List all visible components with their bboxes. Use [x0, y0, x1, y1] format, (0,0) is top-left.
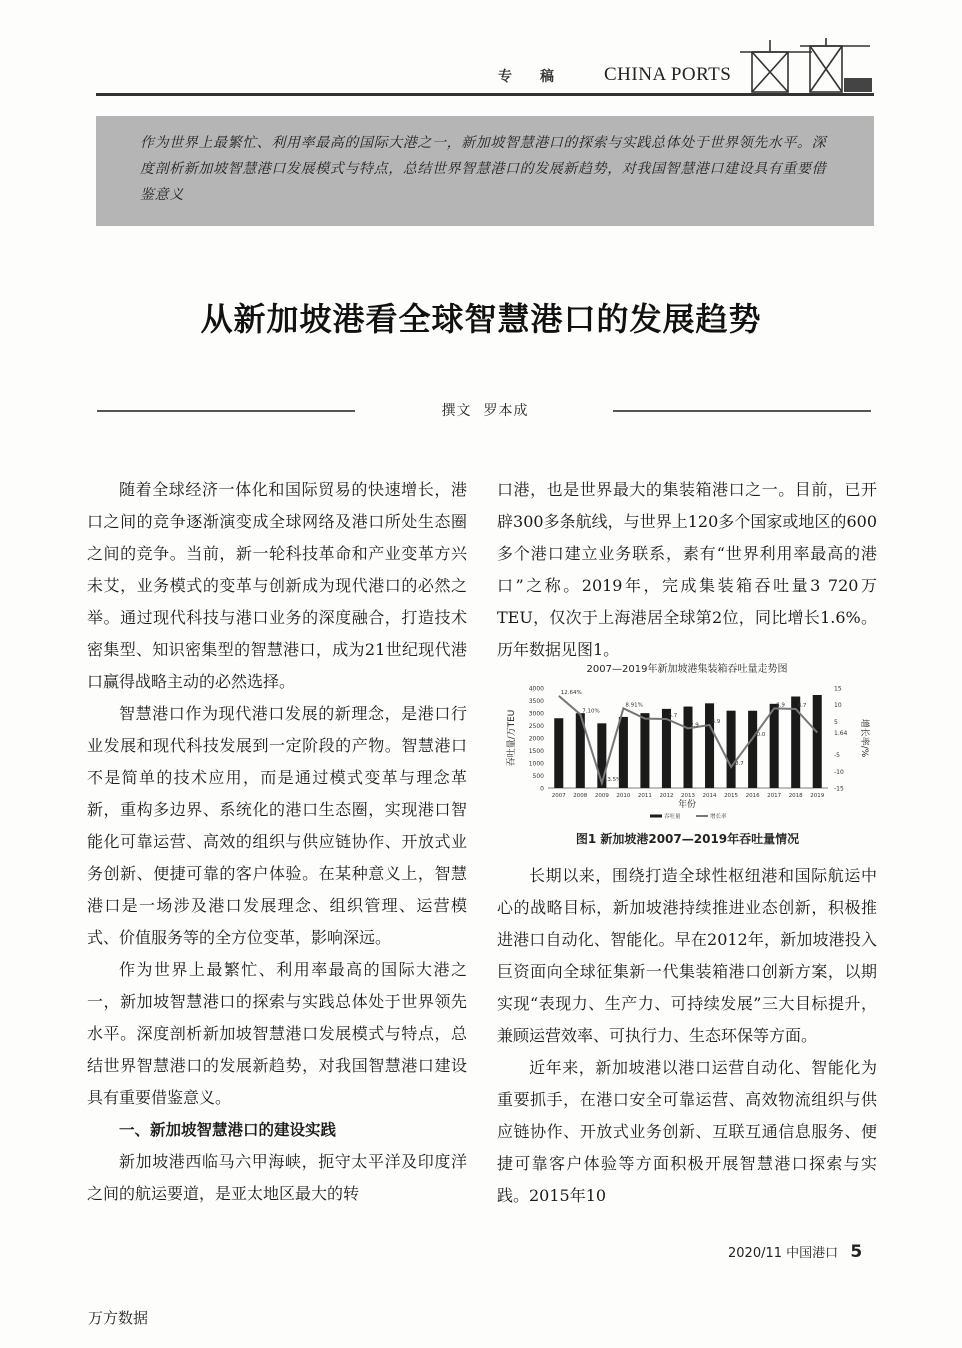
byline-author: 罗本成	[483, 403, 529, 419]
watermark: 万方数据	[88, 1309, 149, 1327]
x-tick-label: 2013	[681, 793, 695, 799]
bar	[683, 707, 692, 788]
section-heading: 一、新加坡智慧港口的建设实践	[119, 1121, 337, 1139]
paragraph: 智慧港口作为现代港口发展的新理念，是港口行业发展和现代科技发展到一定阶段的产物。智慧港口不是简单的技术应用，而是通过模式变革与理念革新，重构多边界、系统化的港口生态圈，实现港口智能化可靠运营、高效的组织与供应链协作、开放式业务创新、便捷可靠的客户体验。在某种意义上，智慧港口是一场涉及港口发展理念、组织管理、运营模式、价值服务等的全方位变革，影响深远。	[87, 704, 467, 947]
y-tick-label: 3000	[528, 710, 544, 718]
bar	[727, 711, 736, 788]
x-tick-label: 2016	[745, 793, 760, 799]
page-number: 5	[850, 1242, 863, 1262]
y-axis-label: 吞吐量/万TEU	[507, 709, 517, 767]
x-tick-label: 2014	[702, 793, 717, 799]
data-label: 5.7	[668, 713, 678, 719]
abstract-box	[96, 116, 874, 226]
data-label: 3.9	[711, 719, 721, 725]
x-tick-label: 2015	[724, 793, 739, 799]
x-tick-label: 2007	[551, 793, 566, 799]
paragraph: 新加坡港西临马六甲海峡，扼守太平洋及印度洋之间的航运要道，是亚太地区最大的转	[87, 1152, 467, 1203]
y2-tick-label: -5	[834, 752, 840, 760]
x-tick-label: 2008	[573, 793, 588, 799]
y2-tick-label: 5	[834, 718, 838, 726]
y-tick-label: 0	[540, 785, 544, 793]
right-column-top	[497, 474, 877, 666]
footer-magazine: 中国港口	[786, 1246, 839, 1261]
data-label: 2.9	[690, 722, 699, 729]
y-tick-label: 3500	[528, 698, 544, 705]
paragraph: 近年来，新加坡港以港口运营自动化、智能化为重要抓手，在港口安全可靠运营、高效物流组织与供应链协作、开放式业务创新、互联互通信息服务、便捷可靠客户体验等方面积极开展智慧港口探索与实践。2015年10	[497, 1058, 877, 1205]
bar	[748, 711, 757, 788]
bar	[770, 704, 779, 788]
x-tick-label: 2011	[637, 793, 652, 799]
page-footer	[728, 1242, 862, 1262]
y2-tick-label: 10	[834, 702, 842, 710]
x-tick-label: 2009	[594, 793, 609, 799]
paragraph: 长期以来，围绕打造全球性枢纽港和国际航运中心的战略目标，新加坡港持续推进业态创新，积极推进港口自动化、智能化。早在2012年，新加坡港投入巨资面向全球征集新一代集装箱港口创新方案，以期实现“表现力、生产力、可持续发展”三大目标提升，兼顾运营效率、可执行力、生态环保等方面。	[497, 866, 877, 1045]
paragraph: 随着全球经济一体化和国际贸易的快速增长，港口之间的竞争逐渐演变成全球网络及港口所处生态圈之间的竞争。当前，新一轮科技革命和产业变革方兴未艾，业务模式的变革与创新成为现代港口的必然之举。通过现代科技与港口业务的深度融合，打造技术密集型、知识密集型的智慧港口，成为21世纪现代港口赢得战略主动的必然选择。	[87, 480, 467, 691]
data-label: 12.64%	[560, 689, 582, 696]
byline	[380, 400, 590, 420]
footer-issue: 2020/11	[728, 1246, 783, 1261]
y2-axis-label: 增长率/%	[859, 718, 869, 758]
x-tick-label: 2018	[788, 793, 803, 799]
left-column	[87, 474, 467, 1210]
data-label: 7.10%	[582, 708, 600, 715]
data-label: 8.7	[797, 703, 807, 709]
paragraph: 口港，也是世界最大的集装箱港口之一。目前，已开辟300多条航线，与世界上120多个国家或地区的600多个港口建立业务联系，素有“世界利用率最高的港口”之称。2019年，完成集装箱吞吐量3 720万TEU，仅次于上海港居全球第2位，同比增长1.6%。历年数据见图1。	[497, 480, 877, 659]
throughput-chart	[500, 660, 875, 822]
data-label: 8.9	[776, 702, 785, 709]
y2-tick-label: -15	[834, 785, 844, 793]
y-tick-label: 2500	[528, 723, 544, 730]
x-tick-label: 2019	[810, 793, 825, 799]
y-tick-label: 4000	[528, 685, 544, 693]
y-tick-label: 2000	[528, 735, 544, 743]
y2-tick-label: -10	[834, 768, 844, 776]
data-label: 13.5%	[603, 777, 622, 783]
x-axis-label: 年份	[677, 800, 697, 810]
bar	[554, 718, 563, 788]
y-tick-label: 1500	[528, 748, 544, 755]
y2-tick-label: 15	[834, 685, 842, 693]
bar	[813, 695, 822, 788]
data-label: -0.0	[754, 732, 766, 739]
legend-label: 吞吐量	[664, 814, 681, 820]
header-brand: CHINA PORTS	[604, 64, 732, 85]
chart-title: 2007—2019年新加坡港集装箱吞吐量走势图	[586, 664, 788, 675]
byline-label: 撰文	[441, 403, 472, 419]
header-rule	[96, 93, 874, 96]
legend-label: 增长率	[710, 814, 727, 820]
byline-rule-left	[97, 410, 355, 412]
data-label: 8.91%	[625, 702, 643, 709]
right-column-bottom	[497, 860, 877, 1212]
figure-caption: 图1 新加坡港2007—2019年吞吐量情况	[575, 832, 800, 846]
x-tick-label: 2017	[767, 793, 782, 799]
data-label: -8.7	[733, 761, 744, 767]
y-tick-label: 500	[532, 773, 544, 780]
byline-rule-right	[613, 410, 871, 412]
header-section-label: 专稿	[498, 69, 582, 85]
article-title: 从新加坡港看全球智慧港口的发展趋势	[200, 300, 762, 338]
y-tick-label: 1000	[528, 760, 544, 768]
y2-tick-label: 1.64	[834, 730, 848, 738]
bar	[640, 713, 649, 788]
x-tick-label: 2010	[616, 793, 631, 799]
x-tick-label: 2012	[659, 793, 674, 799]
paragraph: 作为世界上最繁忙、利用率最高的国际大港之一，新加坡智慧港口的探索与实践总体处于世界领先水平。深度剖析新加坡智慧港口发展模式与特点，总结世界智慧港口的发展新趋势，对我国智慧港口建设具有重要借鉴意义。	[87, 960, 467, 1107]
port-crane-icon	[740, 38, 874, 94]
abstract-text: 作为世界上最繁忙、利用率最高的国际大港之一，新加坡智慧港口的探索与实践总体处于世界领先水平。深度剖析新加坡智慧港口发展模式与特点，总结世界智慧港口的发展新趋势，对我国智慧港口建设具有重要借鉴意义	[140, 135, 827, 203]
bar	[705, 703, 714, 788]
